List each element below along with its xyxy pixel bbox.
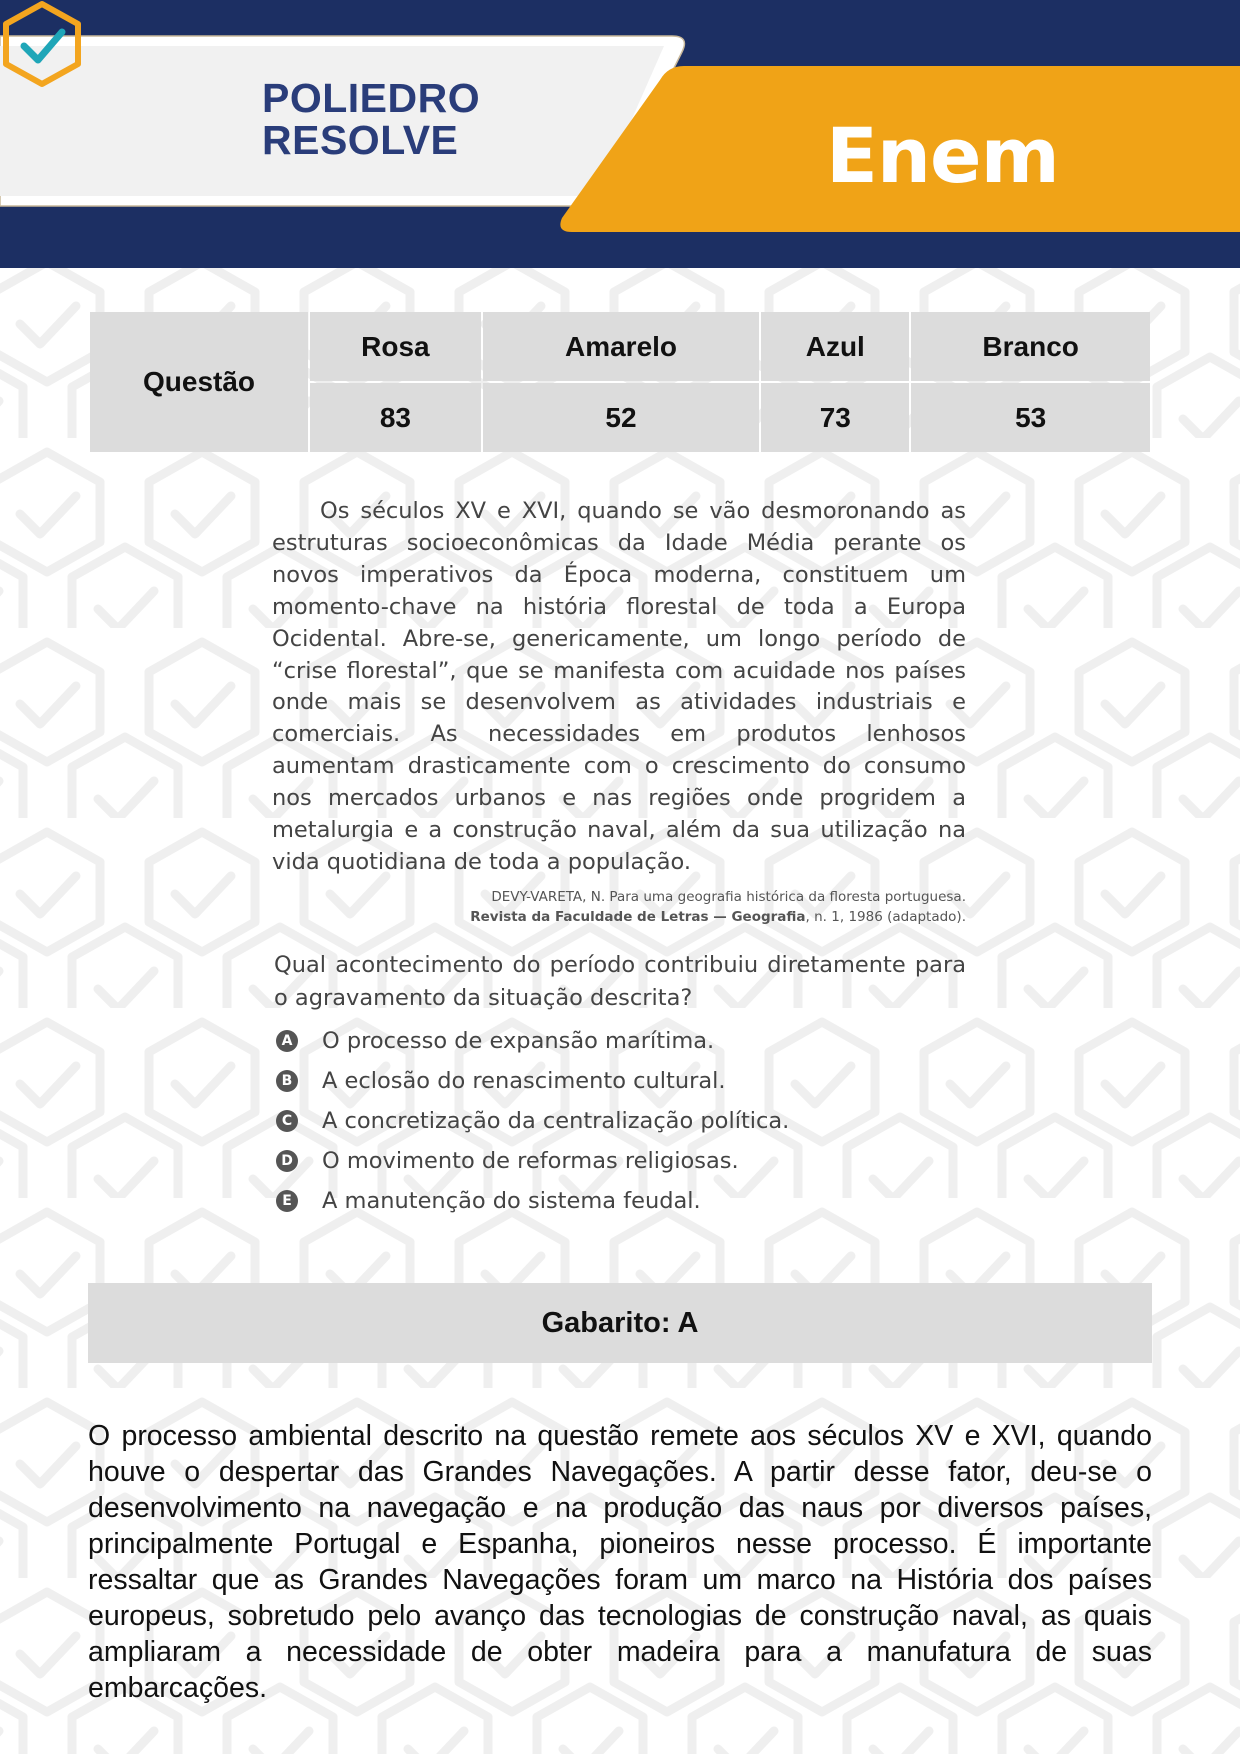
option-d-letter-icon: D <box>276 1150 298 1172</box>
passage-source <box>272 887 966 927</box>
checkmark-logo-icon <box>0 0 84 88</box>
option-e-letter-icon: E <box>276 1190 298 1212</box>
option-c <box>276 1101 966 1141</box>
question-label: Questão <box>90 312 308 452</box>
brand-name-line1: POLIEDRO <box>262 75 481 121</box>
question-block <box>272 496 966 1221</box>
option-d <box>276 1141 966 1181</box>
question-passage: Os séculos XV e XVI, quando se vão desmoronando as estruturas socioeconômicas da Idade Média perante os novos imperativos da Época moderna, constituem um momento-chave na história florestal de toda a Europa Ocidental. Abre-se, genericamente, um longo período de “crise florestal”, que se manifesta com acuidade nos países onde mais se desenvolvem as atividades industriais e comerciais. As necessidades em produtos lenhosos aumentam drasticamente com o crescimento do consumo nos mercados urbanos e nas regiões onde progridem a metalurgia e a construção naval, além da sua utilização na vida quotidiana de toda a população. <box>272 498 966 875</box>
question-number-amarelo: 52 <box>483 383 759 452</box>
option-d-text: O movimento de reformas religiosas. <box>322 1147 739 1174</box>
option-b-letter-icon: B <box>276 1070 298 1092</box>
source-details: , n. 1, 1986 (adaptado). <box>805 908 966 925</box>
question-number-azul: 73 <box>761 383 909 452</box>
option-a-letter-icon: A <box>276 1030 298 1052</box>
booklet-color-branco: Branco <box>911 312 1150 381</box>
header-banner <box>0 0 1240 268</box>
question-number-branco: 53 <box>911 383 1150 452</box>
question-number-table <box>88 310 1152 454</box>
option-b-text: A eclosão do renascimento cultural. <box>322 1067 726 1094</box>
option-e-text: A manutenção do sistema feudal. <box>322 1187 701 1214</box>
option-c-letter-icon: C <box>276 1110 298 1132</box>
option-a <box>276 1021 966 1061</box>
brand-name-line2: RESOLVE <box>262 117 459 163</box>
question-number-rosa: 83 <box>310 383 481 452</box>
option-a-text: O processo de expansão marítima. <box>322 1027 715 1054</box>
answer-options <box>272 1021 966 1221</box>
exam-title: Enem <box>826 111 1059 200</box>
option-e <box>276 1181 966 1221</box>
booklet-color-azul: Azul <box>761 312 909 381</box>
option-b <box>276 1061 966 1101</box>
source-author-title: DEVY-VARETA, N. Para uma geografia histórica da floresta portuguesa. <box>491 888 966 905</box>
question-prompt: Qual acontecimento do período contribuiu diretamente para o agravamento da situação descrita? <box>274 951 966 1011</box>
booklet-color-rosa: Rosa <box>310 312 481 381</box>
option-c-text: A concretização da centralização política. <box>322 1107 790 1134</box>
source-publication <box>272 907 966 927</box>
answer-key-banner: Gabarito: A <box>88 1283 1152 1363</box>
answer-explanation: O processo ambiental descrito na questão remete aos séculos XV e XVI, quando houve o despertar das Grandes Navegações. A partir desse fator, deu-se o desenvolvimento na navegação e na produção das naus por diversos países, principalmente Portugal e Espanha, pioneiros nesse processo. É importante ressaltar que as Grandes Navegações foram um marco na História dos países europeus, sobretudo pelo avanço das tecnologias de construção naval, as quais ampliaram a necessidade de obter madeira para a manufatura de suas embarcações. <box>88 1420 1152 1704</box>
source-journal: Revista da Faculdade de Letras — Geografia <box>470 908 806 925</box>
booklet-color-amarelo: Amarelo <box>483 312 759 381</box>
